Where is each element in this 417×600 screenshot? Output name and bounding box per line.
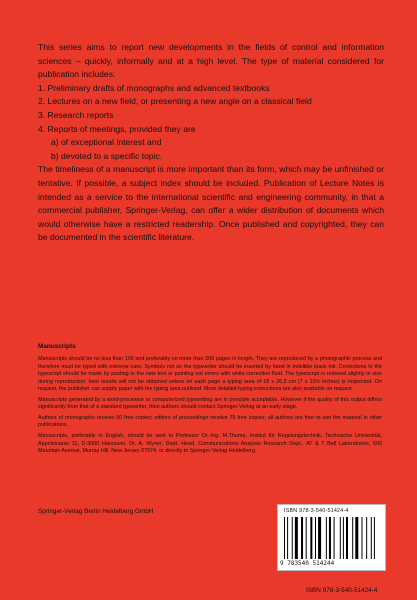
barcode-bar bbox=[287, 517, 288, 559]
series-description bbox=[38, 41, 384, 245]
barcode-isbn: ISBN 978-3-540-51424-4 bbox=[284, 508, 349, 514]
barcode-bar bbox=[352, 517, 353, 559]
barcode-bar bbox=[346, 517, 348, 559]
barcode-bar bbox=[310, 517, 312, 559]
barcode-bar bbox=[340, 517, 341, 559]
manuscripts-paragraph: Authors of monographs receive 50 free copies; editors of proceedings receive 75 free copies; all authors are free to use the material in other publications. bbox=[38, 415, 382, 429]
barcode-bar bbox=[306, 517, 307, 559]
barcode-bar bbox=[366, 517, 367, 559]
barcode-bar bbox=[334, 517, 335, 559]
barcode-bar bbox=[355, 517, 358, 559]
meeting-conditions-list bbox=[51, 136, 384, 163]
barcode-bar bbox=[329, 517, 331, 559]
barcode-label bbox=[277, 504, 386, 571]
publisher-name: Springer-Verlag Berlin Heidelberg GmbH bbox=[38, 508, 154, 515]
barcode-bar bbox=[318, 517, 321, 559]
barcode-bar bbox=[301, 517, 303, 559]
manuscripts-heading: Manuscripts bbox=[38, 343, 76, 350]
manuscripts-section bbox=[38, 343, 382, 459]
barcode-bar bbox=[326, 517, 327, 559]
barcode-bar bbox=[343, 517, 344, 559]
manuscripts-paragraph: Manuscripts generated by a word-processor or computerized typesetting are in principle acceptable. However if the quality of this output differs significantly from that of a standard typewriter, then authors should contact Springer-Verlag at an early stage. bbox=[38, 396, 382, 411]
barcode-bar bbox=[371, 517, 372, 559]
barcode-bar bbox=[315, 517, 316, 559]
barcode-digits: 9 783540 514244 bbox=[280, 560, 335, 567]
manuscripts-paragraph: Manuscripts should be no less than 100 and preferably no more than 500 pages in length. They are reproduced by a photographic process and therefore must be typed with extreme care. Symbols not on the typewriter should be inserted by hand in indelible black ink. Corrections to the typescript should be made by pasting in the new text or painting out errors with white correction fluid. The typescript is reduced slightly in size during reproduction; best results will not be obtained unless on each page a typing area of 18 x 26,5 cm (7 x 10½ inches) is respected. On request, the publisher can supply paper with the typing area outlined. More detailed typing instructions are also available on request. bbox=[38, 356, 382, 393]
manuscripts-paragraph: Manuscripts, preferably in English, should be sent to Professor Dr.-Ing. M.Thoma, Institut für Regelungstechnik, Technische Universität, Appelstrasse 11, D-3000 Hannover, Dr. A. Wyner, Dept. Head, Communications Analysis Research Dept., AT & T Bell Laboratories, 600 Mountain Avenue, Murray Hill, New Jersey 07974, or directly to Springer-Verlag Heidelberg. bbox=[38, 433, 382, 455]
list-item: 4. Reports of meetings, provided they are bbox=[38, 123, 196, 134]
closing-paragraph: The timeliness of a manuscript is more important than its form, which may be unfinished or tentative. If possible, a subject index should be included. Publication of Lecture Notes is intended as a service to the international scientific and engineering community, in that a commercial publisher, Springer-Verlag, can offer a wider distribution of documents which would otherwise have a restricted readership. Once published and copyrighted, they can be documented in the scientific literature. bbox=[38, 164, 384, 243]
list-subitem: a) of exceptional interest and bbox=[51, 137, 162, 148]
barcode-bars bbox=[284, 517, 381, 559]
barcode-bar bbox=[374, 517, 375, 559]
list-item: 1. Preliminary drafts of monographs and advanced textbooks bbox=[38, 82, 270, 93]
material-list bbox=[38, 82, 384, 136]
intro-paragraph: This series aims to report new developments in the fields of control and information sciences – quickly, informally and at a high level. The type of material considered for publication includes: bbox=[38, 42, 384, 80]
list-item: 2. Lectures on a new field, or presenting a new angle on a classical field bbox=[38, 96, 312, 107]
list-subitem: b) devoted to a specific topic. bbox=[51, 150, 163, 161]
barcode-bar bbox=[292, 517, 293, 559]
isbn-number: ISBN 978-3-540-51424-4 bbox=[306, 587, 378, 594]
barcode-bar bbox=[295, 517, 298, 559]
list-item: 3. Research reports bbox=[38, 109, 114, 120]
barcode-bar bbox=[362, 517, 363, 559]
barcode-bar bbox=[284, 517, 285, 559]
